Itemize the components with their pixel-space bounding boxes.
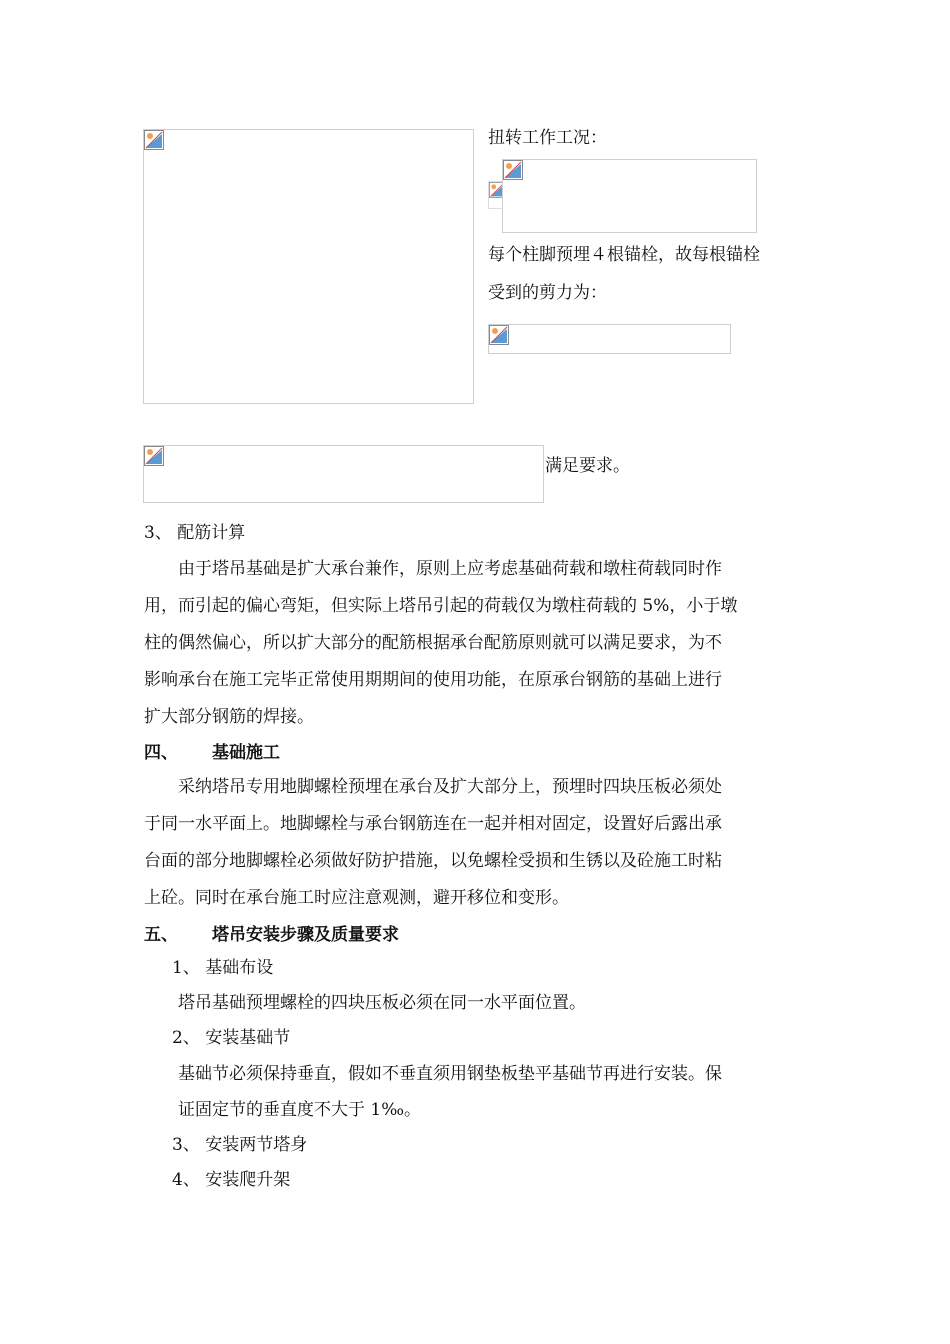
figure-placeholder-large xyxy=(143,129,474,404)
section4-line: 于同一水平面上。地脚螺栓与承台钢筋连在一起并相对固定，设置好后露出承 xyxy=(144,814,722,834)
section5-item-label: 4、 安装爬升架 xyxy=(172,1170,291,1190)
section5-title: 塔吊安装步骤及质量要求 xyxy=(212,925,399,945)
section4-heading xyxy=(144,743,280,763)
section3-line: 由于塔吊基础是扩大承台兼作，原则上应考虑基础荷载和墩柱荷载同时作 xyxy=(178,559,722,579)
section5-item-body: 基础节必须保持垂直，假如不垂直须用钢垫板垫平基础节再进行安装。保 xyxy=(178,1064,722,1084)
section5-item-label: 2、 安装基础节 xyxy=(172,1028,291,1048)
section4-line: 上砼。同时在承台施工时应注意观测，避开移位和变形。 xyxy=(144,888,569,908)
section3-line: 影响承台在施工完毕正常使用期期间的使用功能，在原承台钢筋的基础上进行 xyxy=(144,670,722,690)
section4-line: 采纳塔吊专用地脚螺栓预埋在承台及扩大部分上，预埋时四块压板必须处 xyxy=(178,777,722,797)
section3-paragraph xyxy=(144,551,808,736)
section5-heading xyxy=(144,925,399,945)
anchor-text-line1: 每个柱脚预埋４根锚栓，故每根锚栓 xyxy=(488,245,760,265)
broken-image-icon xyxy=(144,130,164,150)
section3-line: 用，而引起的偏心弯矩，但实际上塔吊引起的荷载仅为墩柱荷载的 5%，小于墩 xyxy=(144,596,738,616)
section5-item-label: 1、 基础布设 xyxy=(172,958,274,978)
section3-heading: 3、 配筋计算 xyxy=(144,523,246,543)
section5-item-label: 3、 安装两节塔身 xyxy=(172,1135,308,1155)
section5-number: 五、 xyxy=(144,925,178,945)
section4-line: 台面的部分地脚螺栓必须做好防护措施，以免螺栓受损和生锈以及砼施工时粘 xyxy=(144,851,722,871)
anchor-text-line2: 受到的剪力为： xyxy=(488,283,607,303)
section4-title: 基础施工 xyxy=(212,743,280,763)
formula-image-shear xyxy=(488,324,731,354)
broken-image-icon xyxy=(144,446,164,466)
section4-number: 四、 xyxy=(144,743,178,763)
formula-image-check xyxy=(143,445,544,503)
section3-line: 扩大部分钢筋的焊接。 xyxy=(144,707,314,727)
formula-image-torsion xyxy=(502,159,757,233)
broken-image-icon xyxy=(489,325,509,345)
section5-item-body: 证固定节的垂直度不大于 1‰。 xyxy=(178,1100,422,1120)
section3-line: 柱的偶然偏心，所以扩大部分的配筋根据承台配筋原则就可以满足要求，为不 xyxy=(144,633,722,653)
section4-paragraph xyxy=(144,769,808,917)
broken-image-icon xyxy=(503,160,523,180)
satisfy-text: 满足要求。 xyxy=(545,456,630,476)
section5-item-body: 塔吊基础预埋螺栓的四块压板必须在同一水平面位置。 xyxy=(178,993,586,1013)
torsion-label: 扭转工作工况： xyxy=(488,128,607,148)
